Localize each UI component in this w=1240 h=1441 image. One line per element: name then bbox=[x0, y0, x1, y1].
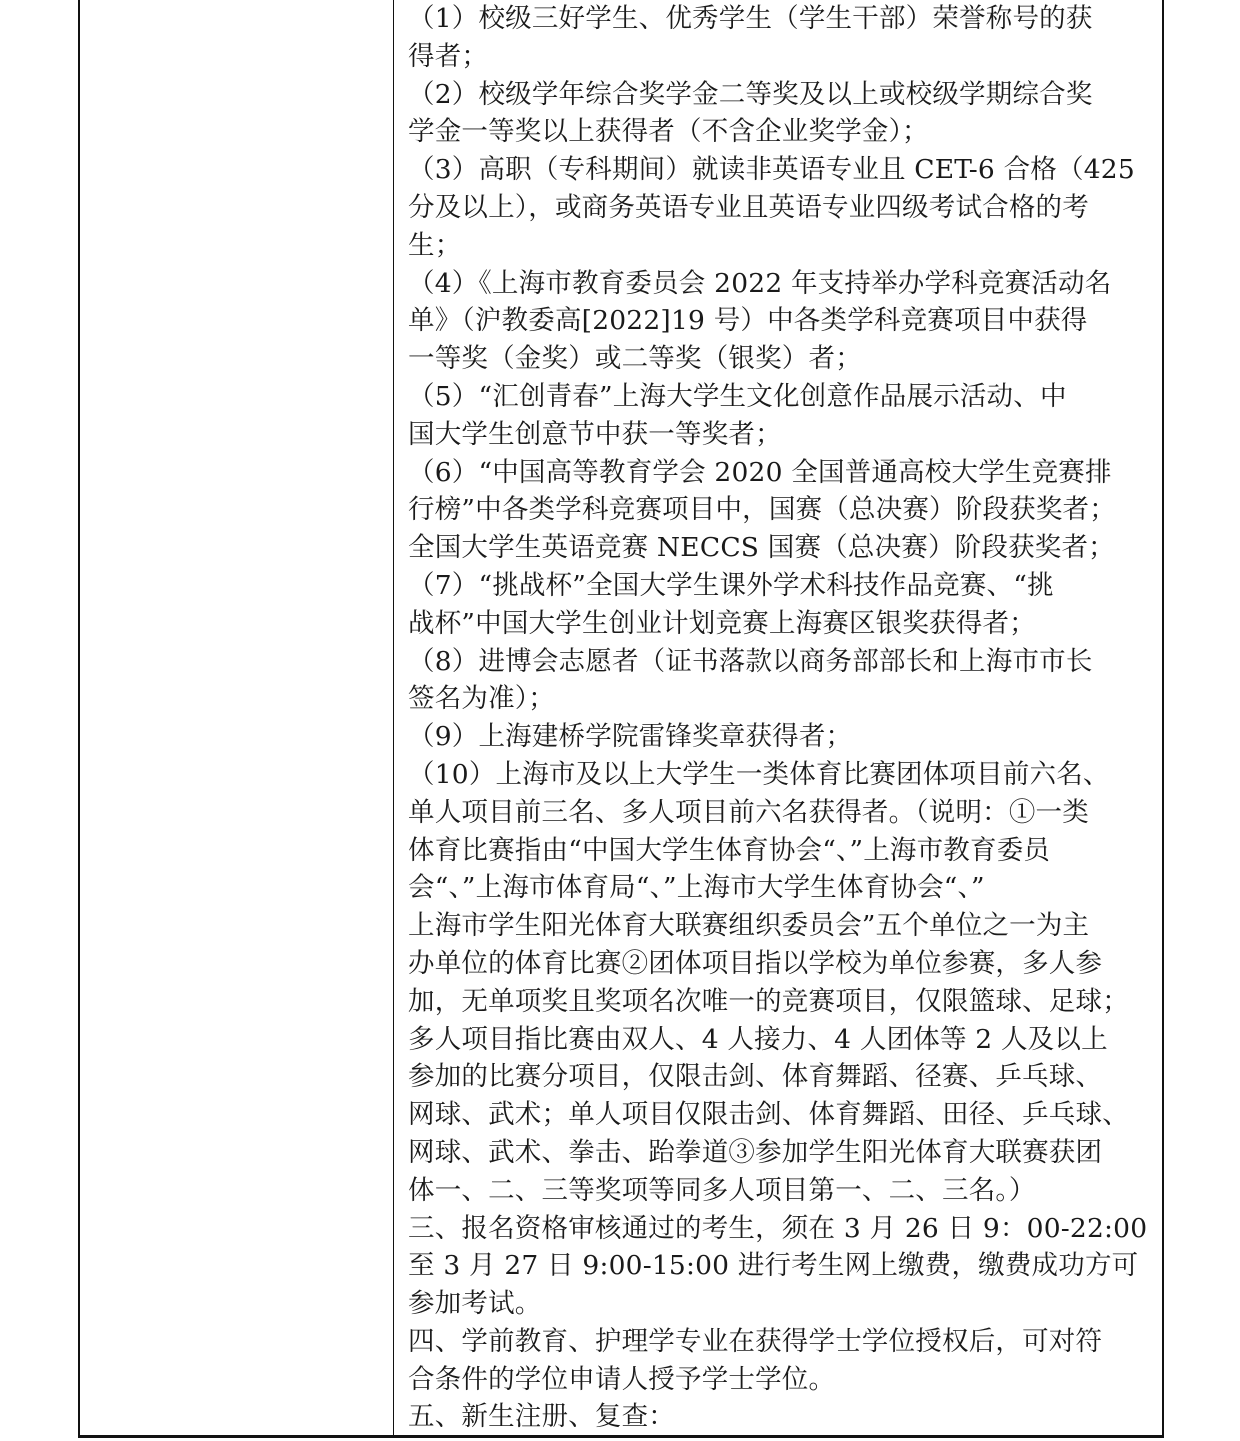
text-line: 三、报名资格审核通过的考生，须在 3 月 26 日 9：00-22:00 bbox=[408, 1212, 1148, 1244]
text-line: 加，无单项奖且奖项名次唯一的竞赛项目，仅限篮球、足球； bbox=[408, 985, 1129, 1017]
right-column-cell bbox=[408, 0, 1154, 1435]
text-line: （1）校级三好学生、优秀学生（学生干部）荣誉称号的获 bbox=[408, 3, 1093, 34]
text-line: 五、新生注册、复查： bbox=[408, 1401, 675, 1433]
text-line: （4）《上海市教育委员会 2022 年支持举办学科竞赛活动名 bbox=[408, 267, 1112, 299]
text-line: （2）校级学年综合奖学金二等奖及以上或校级学期综合奖 bbox=[408, 78, 1093, 110]
text-line: 多人项目指比赛由双人、4 人接力、4 人团体等 2 人及以上 bbox=[408, 1023, 1108, 1055]
text-line: 参加的比赛分项目，仅限击剑、体育舞蹈、径赛、乒乓球、 bbox=[408, 1061, 1103, 1093]
text-line: 网球、武术、拳击、跆拳道③参加学生阳光体育大联赛获团 bbox=[408, 1136, 1103, 1168]
text-line: 战杯”中国大学生创业计划竞赛上海赛区银奖获得者； bbox=[408, 607, 1036, 639]
text-line: 国大学生创意节中获一等奖者； bbox=[408, 418, 782, 450]
text-line: （5）“汇创青春”上海大学生文化创意作品展示活动、中 bbox=[408, 380, 1067, 412]
document-table bbox=[78, 0, 1164, 1438]
text-line: 体一、二、三等奖项等同多人项目第一、二、三名。） bbox=[408, 1174, 1036, 1206]
text-line: （9）上海建桥学院雷锋奖章获得者； bbox=[408, 721, 853, 753]
text-line: （7）“挑战杯”全国大学生课外学术科技作品竞赛、“挑 bbox=[408, 569, 1054, 601]
text-block bbox=[408, 0, 1154, 1436]
text-line: 分及以上），或商务英语专业且英语专业四级考试合格的考 bbox=[408, 191, 1089, 223]
text-line: 四、学前教育、护理学专业在获得学士学位授权后，可对符 bbox=[408, 1325, 1103, 1357]
text-line: （8）进博会志愿者（证书落款以商务部部长和上海市市长 bbox=[408, 645, 1093, 677]
text-line: 得者； bbox=[408, 40, 489, 72]
text-line: 学金一等奖以上获得者（不含企业奖学金）； bbox=[408, 116, 929, 148]
text-line: 至 3 月 27 日 9:00-15:00 进行考生网上缴费，缴费成功方可 bbox=[408, 1250, 1139, 1282]
text-line: 体育比赛指由“中国大学生体育协会“、”上海市教育委员 bbox=[408, 834, 1051, 866]
text-line: 参加考试。 bbox=[408, 1288, 542, 1320]
left-column-cell bbox=[80, 0, 394, 1435]
text-line: 全国大学生英语竞赛 NECCS 国赛（总决赛）阶段获奖者； bbox=[408, 532, 1115, 564]
text-line: 办单位的体育比赛②团体项目指以学校为单位参赛，多人参 bbox=[408, 947, 1103, 979]
text-line: 生； bbox=[408, 229, 462, 261]
text-line: 签名为准）； bbox=[408, 683, 555, 715]
text-line: （3）高职（专科期间）就读非英语专业且 CET-6 合格（425 bbox=[408, 154, 1135, 186]
text-line: 合条件的学位申请人授予学士学位。 bbox=[408, 1363, 836, 1395]
text-line: （6）“中国高等教育学会 2020 全国普通高校大学生竞赛排 bbox=[408, 456, 1112, 488]
text-line: 单》（沪教委高[2022]19 号）中各类学科竞赛项目中获得 bbox=[408, 305, 1088, 337]
text-line: 网球、武术；单人项目仅限击剑、体育舞蹈、田径、乒乓球、 bbox=[408, 1099, 1129, 1131]
text-line: （10）上海市及以上大学生一类体育比赛团体项目前六名、 bbox=[408, 758, 1110, 790]
text-line: 会“、”上海市体育局“、”上海市大学生体育协会“、” bbox=[408, 872, 985, 904]
text-line: 单人项目前三名、多人项目前六名获得者。（说明：①一类 bbox=[408, 796, 1089, 828]
text-line: 一等奖（金奖）或二等奖（银奖）者； bbox=[408, 343, 862, 375]
text-line: 行榜”中各类学科竞赛项目中，国赛（总决赛）阶段获奖者； bbox=[408, 494, 1116, 526]
text-line: 上海市学生阳光体育大联赛组织委员会”五个单位之一为主 bbox=[408, 910, 1090, 942]
